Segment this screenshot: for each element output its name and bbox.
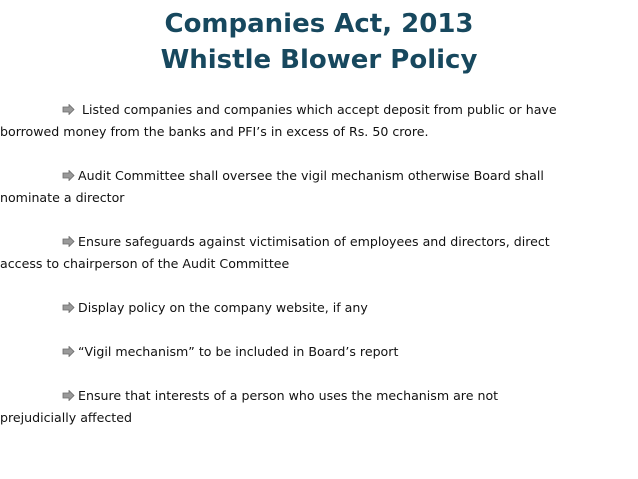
bullet-text-line-1: Ensure safeguards against victimisation of employees and directors, direct bbox=[78, 234, 550, 249]
arrow-bullet-icon bbox=[62, 302, 75, 313]
bullet-text-line-1: “Vigil mechanism” to be included in Board’s report bbox=[78, 344, 399, 359]
bullet-item bbox=[0, 385, 582, 429]
bullet-item bbox=[0, 99, 582, 143]
bullet-item bbox=[0, 231, 582, 275]
bullet-item bbox=[0, 165, 582, 209]
bullet-text-line-1: Ensure that interests of a person who uses the mechanism are not bbox=[78, 388, 499, 403]
arrow-bullet-icon bbox=[62, 236, 75, 247]
bullet-text-line-1: Listed companies and companies which accept deposit from public or have bbox=[78, 102, 557, 117]
title-line-2: Whistle Blower Policy bbox=[160, 45, 478, 75]
bullet-text-line-2: access to chairperson of the Audit Committee bbox=[0, 256, 290, 271]
arrow-bullet-icon bbox=[62, 170, 75, 181]
bullet-text-line-2: nominate a director bbox=[0, 190, 125, 205]
arrow-bullet-icon bbox=[62, 104, 75, 115]
bullet-text-line-2: borrowed money from the banks and PFI’s in excess of Rs. 50 crore. bbox=[0, 124, 429, 139]
bullet-text-line-1: Display policy on the company website, if any bbox=[78, 300, 368, 315]
title-line-1: Companies Act, 2013 bbox=[164, 9, 474, 39]
arrow-bullet-icon bbox=[62, 346, 75, 357]
bullet-list bbox=[0, 99, 582, 451]
bullet-item bbox=[62, 297, 582, 319]
bullet-text-line-2: prejudicially affected bbox=[0, 410, 132, 425]
arrow-bullet-icon bbox=[62, 390, 75, 401]
slide-title bbox=[0, 6, 638, 78]
bullet-text-line-1: Audit Committee shall oversee the vigil mechanism otherwise Board shall bbox=[78, 168, 544, 183]
bullet-item bbox=[62, 341, 582, 363]
